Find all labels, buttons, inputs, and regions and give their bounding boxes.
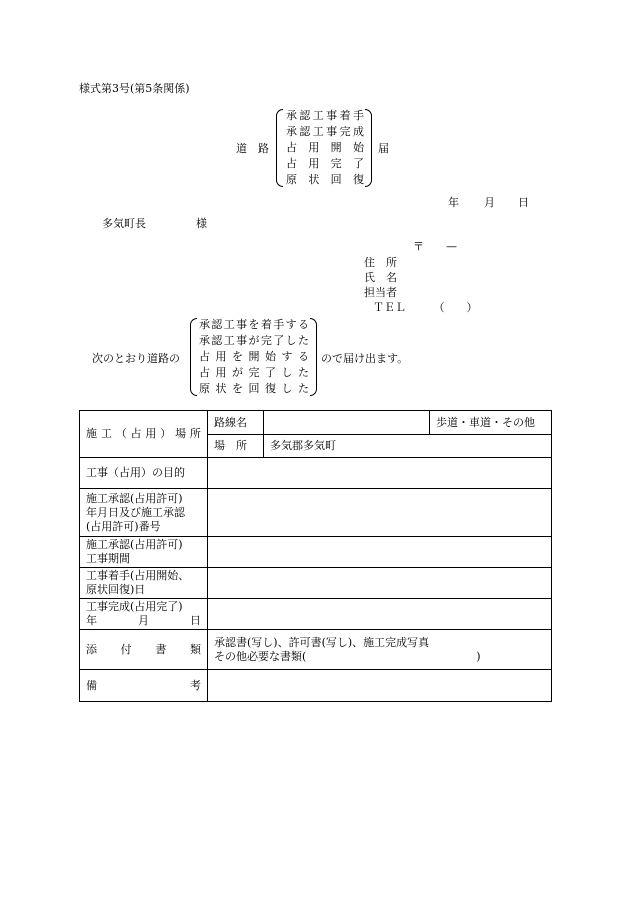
- approval-label: [80, 489, 208, 537]
- title-option: 承 認 工 事 完 成: [286, 125, 364, 138]
- statement-option: 原 状 を 回 復 し た: [199, 382, 309, 395]
- attachments-line: 承認書(写し)、許可書(写し)、施工完成写真: [214, 635, 430, 649]
- attachments-label-cell: [80, 630, 208, 670]
- title-option: 原 状 回 復: [286, 173, 364, 186]
- statement-right-bracket: [310, 318, 317, 396]
- statement-options: [199, 317, 309, 397]
- attachments-line-other: [214, 650, 545, 664]
- attachments-label: 添 付 書 類: [86, 642, 201, 656]
- applicant-name-label: 氏 名: [364, 271, 397, 284]
- start-label-line: 原状回復)日: [86, 583, 146, 596]
- applicant-address-label: 住 所: [364, 256, 397, 269]
- form-number: 様式第3号(第5条関係): [79, 82, 190, 95]
- approval-label-line: (占用許可)番号: [86, 519, 161, 533]
- approval-label-line: 施工承認(占用許可): [86, 491, 183, 505]
- period-label-line: 施工承認(占用許可): [86, 538, 183, 551]
- title-right-bracket: [365, 109, 372, 187]
- title-option: 承 認 工 事 着 手: [286, 109, 364, 122]
- attachments-value[interactable]: [208, 630, 552, 670]
- attachments-other-close: ): [476, 649, 481, 663]
- statement-option: 承 認 工 事 を 着 手 す る: [199, 318, 309, 331]
- date-day: 日: [518, 196, 529, 209]
- place-value[interactable]: 多気郡多気町: [264, 435, 552, 458]
- statement-option: 承 認 工 事 が 完 了 し た: [199, 334, 309, 347]
- purpose-value[interactable]: [208, 458, 552, 489]
- statement-left-bracket: [190, 318, 197, 396]
- postal-code: 〒 —: [413, 240, 457, 253]
- remarks-value[interactable]: [208, 670, 552, 702]
- statement-option: 占 用 が 完 了 し た: [199, 366, 309, 379]
- title-option: 占 用 開 始: [286, 141, 364, 154]
- completion-day: 日: [190, 614, 201, 627]
- completion-year: 年: [86, 614, 97, 627]
- title-options: [286, 108, 364, 188]
- title-suffix: 届: [378, 142, 389, 155]
- approval-value[interactable]: [208, 489, 552, 537]
- approval-label-line: 年月日及び施工承認: [86, 505, 185, 519]
- period-label: [80, 537, 208, 568]
- attachments-other-label: その他必要な書類(: [214, 649, 307, 663]
- remarks-label: 備 考: [86, 678, 201, 692]
- purpose-label: 工事（占用）の目的: [80, 458, 208, 489]
- title-option: 占 用 完 了: [286, 157, 364, 170]
- start-label-line: 工事着手(占用開始、: [86, 569, 190, 582]
- statement-suffix: ので届け出ます。: [321, 352, 409, 365]
- road-type: 歩道・車道・その他: [430, 411, 552, 435]
- start-date-value[interactable]: [208, 568, 552, 599]
- title-prefix: 道 路: [236, 142, 269, 155]
- completion-value[interactable]: [208, 599, 552, 630]
- completion-label-line: 工事完成(占用完了): [86, 600, 183, 613]
- completion-month: 月: [138, 614, 149, 627]
- notification-table: [79, 410, 552, 702]
- addressee-name: 多気町長: [102, 217, 146, 230]
- period-value[interactable]: [208, 537, 552, 568]
- start-date-label: [80, 568, 208, 599]
- route-label: 路線名: [208, 411, 264, 435]
- title-left-bracket: [276, 109, 283, 187]
- location-header: 施 工 （ 占 用 ） 場 所: [86, 427, 201, 440]
- remarks-label-cell: [80, 670, 208, 702]
- statement-prefix: 次のとおり道路の: [92, 352, 180, 365]
- applicant-tel-label: ＴＥＬ （ ）: [373, 301, 478, 314]
- date-month: 月: [484, 196, 495, 209]
- date-year: 年: [448, 196, 459, 209]
- route-value[interactable]: [264, 411, 430, 435]
- statement-option: 占 用 を 開 始 す る: [199, 350, 309, 363]
- completion-date-labels: [86, 614, 201, 628]
- location-header-cell: [80, 411, 208, 458]
- completion-label: [80, 599, 208, 630]
- period-label-line: 工事期間: [86, 552, 130, 565]
- addressee-honorific: 様: [196, 217, 207, 230]
- applicant-contact-label: 担当者: [364, 286, 397, 299]
- place-label: 場 所: [208, 435, 264, 458]
